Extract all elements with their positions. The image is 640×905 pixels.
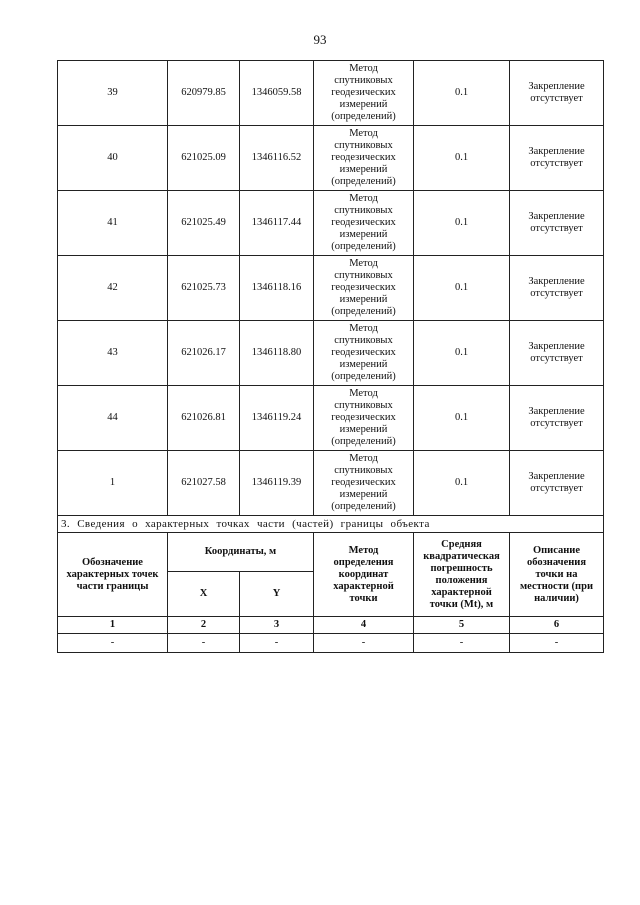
method-cell: Метод спутниковых геодезических измерений (определений) bbox=[314, 321, 414, 386]
coord-x: 621026.17 bbox=[168, 321, 240, 386]
method-cell: Метод спутниковых геодезических измерений (определений) bbox=[314, 451, 414, 516]
section-3-header-top bbox=[58, 533, 604, 572]
section-3-title: 3. Сведения о характерных точках части (частей) границы объекта bbox=[58, 516, 604, 533]
empty-cell: - bbox=[414, 634, 510, 653]
accuracy-cell: 0.1 bbox=[414, 321, 510, 386]
point-id: 40 bbox=[58, 126, 168, 191]
empty-cell: - bbox=[58, 634, 168, 653]
empty-cell: - bbox=[314, 634, 414, 653]
description-cell: Закрепление отсутствует bbox=[510, 126, 604, 191]
column-number: 1 bbox=[58, 617, 168, 634]
column-number: 4 bbox=[314, 617, 414, 634]
table-row bbox=[58, 256, 604, 321]
method-cell: Метод спутниковых геодезических измерений (определений) bbox=[314, 61, 414, 126]
method-cell: Метод спутниковых геодезических измерений (определений) bbox=[314, 386, 414, 451]
accuracy-cell: 0.1 bbox=[414, 451, 510, 516]
accuracy-cell: 0.1 bbox=[414, 256, 510, 321]
column-number: 2 bbox=[168, 617, 240, 634]
description-cell: Закрепление отсутствует bbox=[510, 256, 604, 321]
coord-x: 621025.73 bbox=[168, 256, 240, 321]
header-point: Обозначение характерных точек части границы bbox=[58, 533, 168, 617]
accuracy-cell: 0.1 bbox=[414, 191, 510, 256]
description-cell: Закрепление отсутствует bbox=[510, 191, 604, 256]
table-row bbox=[58, 191, 604, 256]
accuracy-cell: 0.1 bbox=[414, 386, 510, 451]
table-row bbox=[58, 386, 604, 451]
point-id: 39 bbox=[58, 61, 168, 126]
description-cell: Закрепление отсутствует bbox=[510, 386, 604, 451]
empty-data-row bbox=[58, 634, 604, 653]
data-rows-body bbox=[58, 61, 604, 516]
table-row bbox=[58, 451, 604, 516]
coord-y: 1346118.80 bbox=[240, 321, 314, 386]
table-row bbox=[58, 126, 604, 191]
column-number: 5 bbox=[414, 617, 510, 634]
method-cell: Метод спутниковых геодезических измерений (определений) bbox=[314, 256, 414, 321]
description-cell: Закрепление отсутствует bbox=[510, 451, 604, 516]
point-id: 41 bbox=[58, 191, 168, 256]
point-id: 43 bbox=[58, 321, 168, 386]
column-numbers-row bbox=[58, 617, 604, 634]
accuracy-cell: 0.1 bbox=[414, 61, 510, 126]
coord-x: 621025.09 bbox=[168, 126, 240, 191]
coord-x: 620979.85 bbox=[168, 61, 240, 126]
coord-x: 621026.81 bbox=[168, 386, 240, 451]
header-y: Y bbox=[240, 572, 314, 617]
coord-x: 621025.49 bbox=[168, 191, 240, 256]
coord-x: 621027.58 bbox=[168, 451, 240, 516]
point-id: 44 bbox=[58, 386, 168, 451]
point-id: 1 bbox=[58, 451, 168, 516]
header-method: Метод определения координат характерной точки bbox=[314, 533, 414, 617]
boundary-points-table bbox=[57, 60, 604, 653]
coord-y: 1346116.52 bbox=[240, 126, 314, 191]
header-x: X bbox=[168, 572, 240, 617]
point-id: 42 bbox=[58, 256, 168, 321]
empty-cell: - bbox=[240, 634, 314, 653]
accuracy-cell: 0.1 bbox=[414, 126, 510, 191]
description-cell: Закрепление отсутствует bbox=[510, 321, 604, 386]
coord-y: 1346119.39 bbox=[240, 451, 314, 516]
page-number: 93 bbox=[313, 32, 327, 47]
header-coords: Координаты, м bbox=[168, 533, 314, 572]
method-cell: Метод спутниковых геодезических измерений (определений) bbox=[314, 191, 414, 256]
empty-cell: - bbox=[510, 634, 604, 653]
header-accuracy: Средняя квадратическая погрешность положения характерной точки (Mt), м bbox=[414, 533, 510, 617]
empty-cell: - bbox=[168, 634, 240, 653]
coord-y: 1346119.24 bbox=[240, 386, 314, 451]
section-3-title-row bbox=[58, 516, 604, 533]
coord-y: 1346117.44 bbox=[240, 191, 314, 256]
coord-y: 1346059.58 bbox=[240, 61, 314, 126]
method-cell: Метод спутниковых геодезических измерений (определений) bbox=[314, 126, 414, 191]
column-number: 3 bbox=[240, 617, 314, 634]
description-cell: Закрепление отсутствует bbox=[510, 61, 604, 126]
column-number: 6 bbox=[510, 617, 604, 634]
coord-y: 1346118.16 bbox=[240, 256, 314, 321]
table-row bbox=[58, 321, 604, 386]
header-description: Описание обозначения точки на местности (при наличии) bbox=[510, 533, 604, 617]
section-3 bbox=[58, 516, 604, 653]
table-row bbox=[58, 61, 604, 126]
